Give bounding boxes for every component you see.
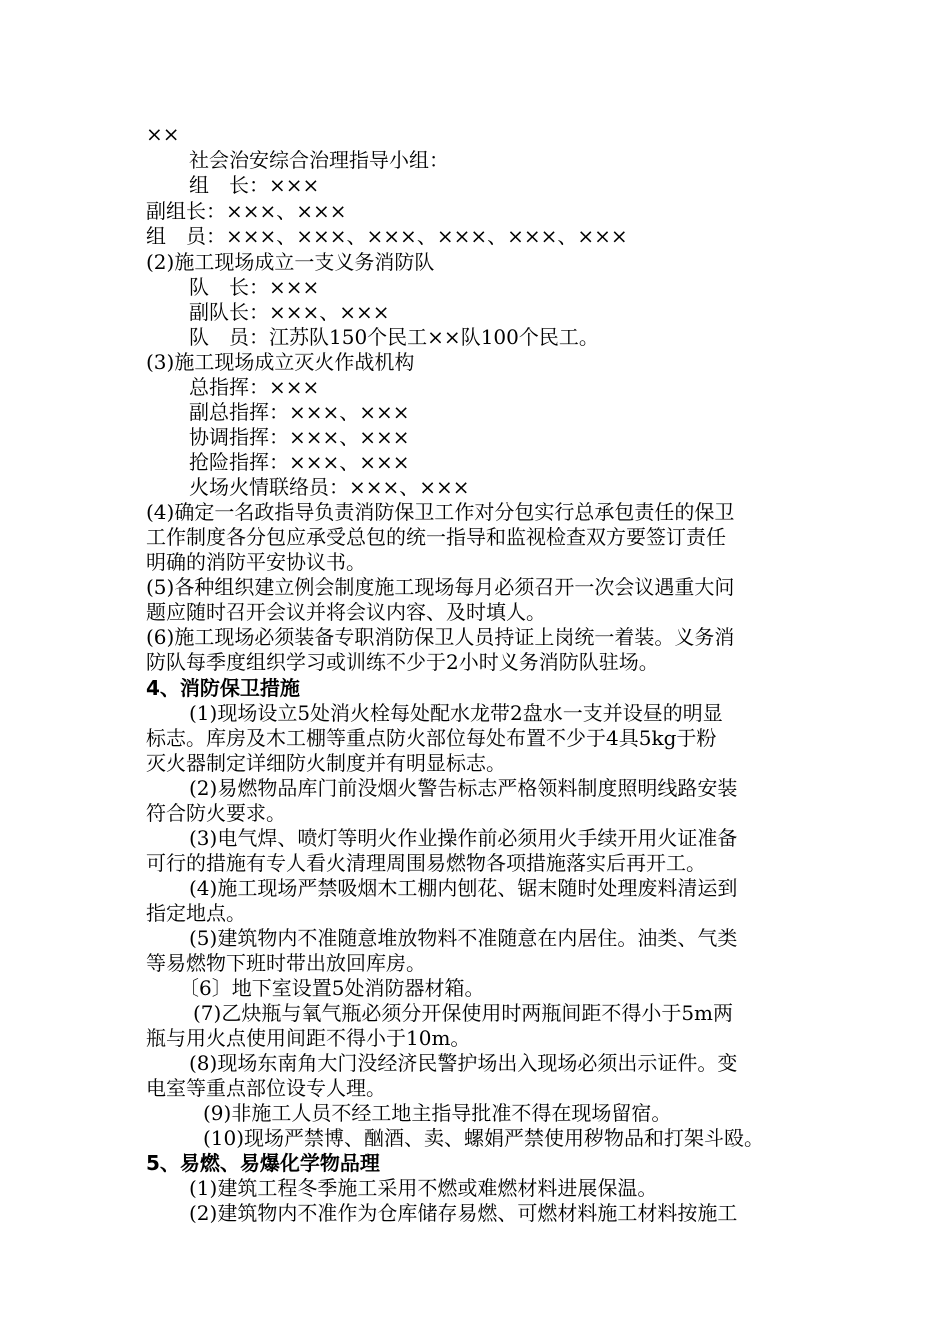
text-line: (7)乙炔瓶与氧气瓶必须分开保使用时两瓶间距不得小于5m两	[193, 1001, 734, 1025]
text-line: 瓶与用火点使用间距不得小于10m。	[146, 1026, 471, 1050]
text-line: 社会治安综合治理指导小组：	[189, 148, 449, 172]
text-line: 标志。库房及木工棚等重点防火部位每处布置不少于4具5kg于粉	[146, 726, 717, 750]
text-line: 火场火情联络员：×××、×××	[189, 475, 470, 499]
text-line: 明确的消防平安协议书。	[146, 550, 366, 574]
text-line: 协调指挥：×××、×××	[189, 425, 410, 449]
text-line: 副总指挥：×××、×××	[189, 400, 410, 424]
text-line: (2)易燃物品库门前没烟火警告标志严格领料制度照明线路安装	[189, 776, 738, 800]
text-line: (4)确定一名政指导负责消防保卫工作对分包实行总承包责任的保卫	[146, 500, 735, 524]
text-line: 队 长：×××	[189, 275, 320, 299]
text-line: 符合防火要求。	[146, 801, 286, 825]
text-line: 组 员：×××、×××、×××、×××、×××、×××	[146, 224, 628, 248]
text-line: (1)现场设立5处消火栓每处配水龙带2盘水一支并设昼的明显	[189, 701, 723, 725]
text-line: 等易燃物下班时带出放回库房。	[146, 951, 426, 975]
text-line: 灭火器制定详细防火制度并有明显标志。	[146, 751, 506, 775]
text-line: 副队长：×××、×××	[189, 300, 390, 324]
text-line: 队 员：江苏队150个民工××队100个民工。	[189, 325, 599, 349]
text-line: 电室等重点部位设专人理。	[146, 1076, 386, 1100]
text-line: 〔6〕地下室设置5处消防器材箱。	[179, 976, 485, 1000]
section-heading: 4、消防保卫措施	[146, 676, 300, 700]
text-line: 指定地点。	[146, 901, 246, 925]
text-line: (3)电气焊、喷灯等明火作业操作前必须用火手续开用火证准备	[189, 826, 738, 850]
section-heading: (3)施工现场成立灭火作战机构	[146, 350, 415, 374]
text-line: 可行的措施有专人看火清理周围易燃物各项措施落实后再开工。	[146, 851, 706, 875]
text-line: (4)施工现场严禁吸烟木工棚内刨花、锯末随时处理废料清运到	[189, 876, 738, 900]
text-line: 总指挥：×××	[189, 375, 320, 399]
text-line: (5)建筑物内不准随意堆放物料不准随意在内居住。油类、气类	[189, 926, 738, 950]
text-line: (1)建筑工程冬季施工采用不燃或难燃材料进展保温。	[189, 1176, 658, 1200]
text-line: (2)建筑物内不准作为仓库储存易燃、可燃材料施工材料按施工	[189, 1201, 738, 1225]
text-line: (8)现场东南角大门没经济民警护场出入现场必须出示证件。变	[189, 1051, 738, 1075]
text-line: 题应随时召开会议并将会议内容、及时填人。	[146, 600, 546, 624]
section-heading: (2)施工现场成立一支义务消防队	[146, 250, 435, 274]
text-line: 副组长：×××、×××	[146, 199, 347, 223]
text-line: ××	[146, 122, 180, 146]
section-heading: 5、易燃、易爆化学物品理	[146, 1151, 380, 1175]
text-line: (9)非施工人员不经工地主指导批准不得在现场留宿。	[203, 1101, 672, 1125]
text-line: 组 长：×××	[189, 173, 320, 197]
text-line: (5)各种组织建立例会制度施工现场每月必须召开一次会议遇重大问	[146, 575, 735, 599]
text-line: (6)施工现场必须装备专职消防保卫人员持证上岗统一着装。义务消	[146, 625, 735, 649]
text-line: 工作制度各分包应承受总包的统一指导和监视检查双方要签订责任	[146, 525, 726, 549]
text-line: 抢险指挥：×××、×××	[189, 450, 410, 474]
text-line: (10)现场严禁博、酗酒、卖、螺娟严禁使用秽物品和打架斗殴。	[203, 1126, 765, 1150]
text-line: 防队每季度组织学习或训练不少于2小时义务消防队驻场。	[146, 650, 659, 674]
